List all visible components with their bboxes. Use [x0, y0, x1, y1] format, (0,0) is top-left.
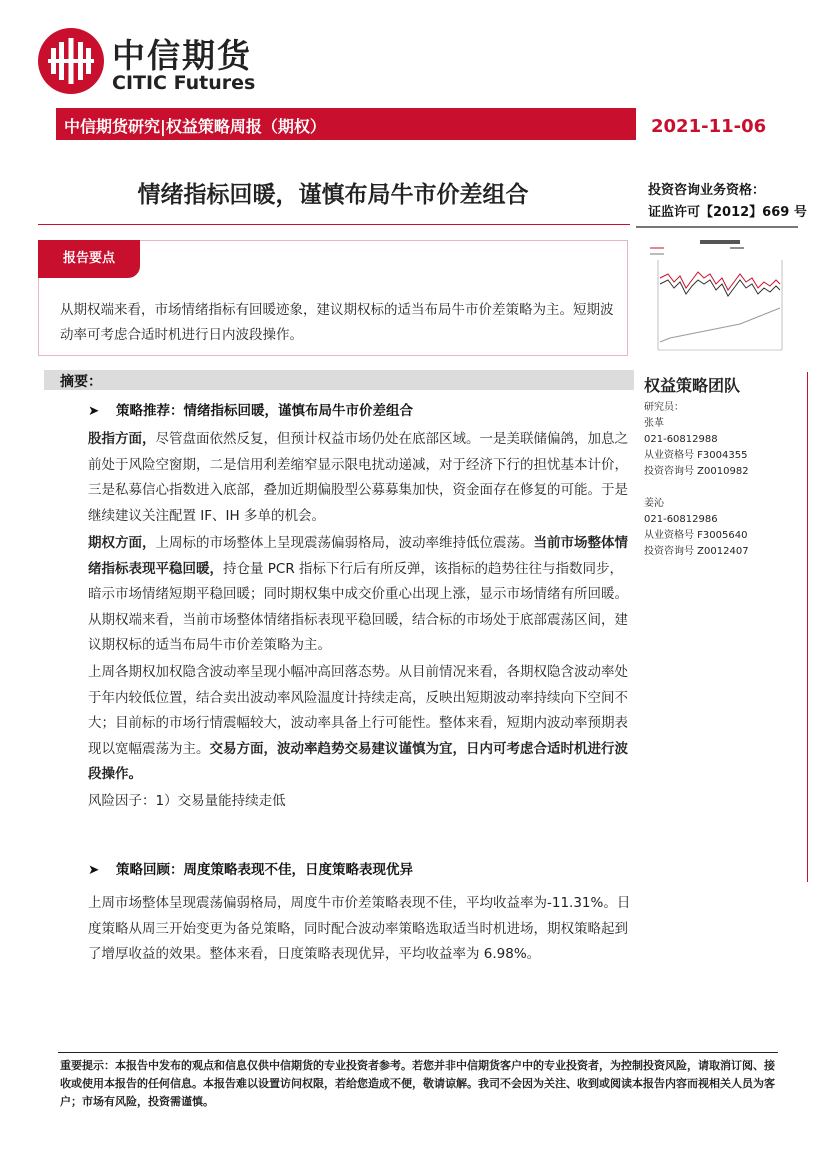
bullet-1-text: 策略推荐：情绪指标回暖，谨慎布局牛市价差组合 — [116, 403, 413, 419]
brand-name-en: CITIC Futures — [112, 72, 256, 94]
report-title: 情绪指标回暖，谨慎布局牛市价差组合 — [137, 182, 529, 208]
bullet-strategy-review — [88, 858, 413, 878]
citic-logo-icon — [38, 28, 104, 94]
p2-body-2: 持仓量 PCR 指标下行后有所反弹，该指标的趋势往往与指数同步，暗示市场情绪短期平稳回暖；同时期权集中成交价重心出现上涨，显示市场情绪有所回暖。从期权端来看，当前市场整体情绪指标表现平稳回暖，结合标的市场处于底部震荡区间，建议期权标的适当布局牛市价差策略为主。 — [88, 560, 628, 653]
p1-lead: 股指方面， — [88, 431, 156, 447]
key-points-text: 从期权端来看，市场情绪指标有回暖迹象，建议期权标的适当布局牛市价差策略为主。短期波动率可考虑合适时机进行日内波段操作。 — [60, 302, 614, 343]
title-divider — [38, 224, 630, 225]
p2-highlight: 当前市场整体情绪指标表现平稳回暖， — [88, 535, 628, 577]
bullet-strategy-recommendation — [88, 399, 413, 419]
bullet-arrow-icon: ➤ — [88, 403, 100, 419]
researcher-2-phone: 021-60812986 — [644, 514, 718, 525]
report-date: 2021-11-06 — [651, 116, 767, 137]
bullet-2-text: 策略回顾：周度策略表现不佳，日度策略表现优异 — [116, 862, 413, 878]
p3-body: 上周各期权加权隐含波动率呈现小幅冲高回落态势。从目前情况来看，各期权隐含波动率处于年内较低位置，结合卖出波动率风险温度计持续走高，反映出短期波动率持续向下空间不大；目前标的市场行情震幅较大，波动率具备上行可能性。整体来看，短期内波动率预期表现以宽幅震荡为主。 — [88, 664, 628, 757]
abstract-bar — [44, 370, 634, 390]
researcher-1-name: 张革 — [644, 418, 664, 429]
team-info — [644, 400, 749, 560]
thumb-title-block — [700, 240, 740, 244]
p2-body-1: 上周标的市场整体上呈现震荡偏弱格局，波动率维持低位震荡。 — [155, 535, 534, 551]
paragraph-volatility — [88, 660, 632, 788]
paragraph-review: 上周市场整体呈现震荡偏弱格局，周度牛市价差策略表现不佳，平均收益率为-11.31%。日度策略从周三开始变更为备兑策略，同时配合波动率策略选取适当时机进场，期权策略起到了增厚收益的效果。整体来看，日度策略表现优异，平均收益率为 6.98%。 — [88, 895, 631, 962]
key-points-tab — [38, 240, 140, 278]
citic-futures-logo — [38, 28, 258, 98]
key-points-tab-label: 报告要点 — [62, 251, 115, 266]
cover-chart-thumbnail — [640, 238, 798, 356]
paragraph-options — [88, 531, 632, 659]
researcher-2-qualification: 从业资格号 F3005640 — [644, 530, 748, 541]
footer-divider — [58, 1052, 778, 1053]
team-title: 权益策略团队 — [644, 376, 741, 395]
risk-factor: 风险因子：1）交易量能持续走低 — [88, 793, 286, 809]
license-info — [648, 180, 807, 224]
abstract-label: 摘要： — [60, 374, 102, 390]
paragraph-index — [88, 427, 632, 529]
header-banner-notch — [38, 108, 56, 140]
banner-title: 中信期货研究|权益策略周报（期权） — [64, 117, 326, 136]
disclaimer: 重要提示：本报告中发布的观点和信息仅供中信期货的专业投资者参考。若您并非中信期货客户中的专业投资者，为控制投资风险，请取消订阅、接收或使用本报告的任何信息。本报告难以设置访问权限，若给您造成不便，敬请谅解。我司不会因为关注、收到或阅读本报告内容而视相关人员为客户；市场有风险，投资需谨慎。 — [60, 1059, 775, 1108]
researcher-1-investment-id: 投资咨询号 Z0010982 — [644, 466, 749, 477]
researcher-2-name: 姜沁 — [644, 498, 664, 509]
brand-name-cn: 中信期货 — [112, 36, 252, 75]
p1-body: 尽管盘面依然反复，但预计权益市场仍处在底部区域。一是美联储偏鸽，加息之前处于风险空窗期，二是信用利差缩窄显示限电扰动递减，对于经济下行的担忧基本计价，三是私募信心指数进入底部，叠加近期偏股型公募募集加快，资金面存在修复的可能。于是继续建议关注配置 IF、IH 多单的机会。 — [88, 431, 628, 524]
license-line-2: 证监许可【2012】669 号 — [648, 205, 807, 220]
researcher-2-investment-id: 投资咨询号 Z0012407 — [644, 546, 749, 557]
researcher-1-qualification: 从业资格号 F3004355 — [644, 450, 748, 461]
p3-highlight: 交易方面，波动率趋势交易建议谨慎为宜，日内可考虑合适时机进行波段操作。 — [88, 740, 628, 782]
p2-lead: 期权方面， — [88, 535, 156, 551]
researcher-label: 研究员： — [644, 402, 684, 413]
researcher-1-phone: 021-60812988 — [644, 434, 718, 445]
sidebar-divider — [636, 226, 798, 228]
license-line-1: 投资咨询业务资格： — [648, 183, 766, 198]
bullet-arrow-icon: ➤ — [88, 862, 100, 878]
right-margin-rule — [807, 372, 808, 882]
